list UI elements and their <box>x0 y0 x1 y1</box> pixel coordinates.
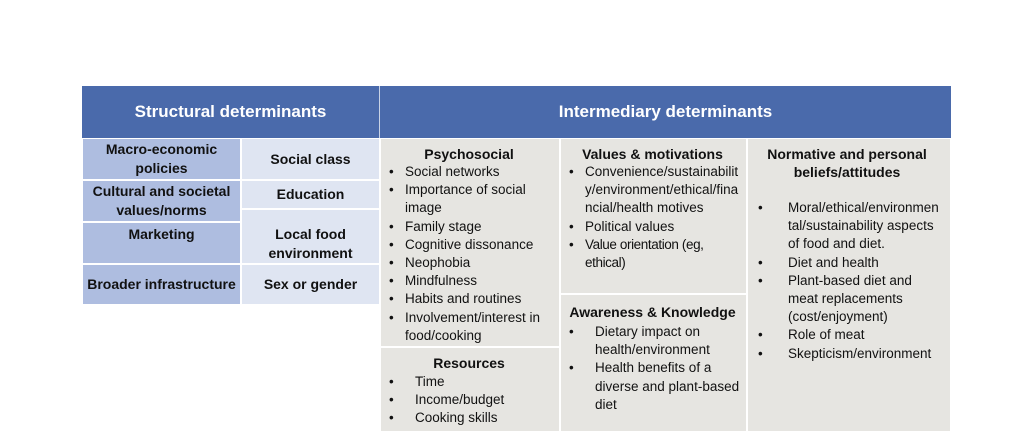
list-item: • Family stage <box>383 218 555 236</box>
list-item: • Cognitive dissonance <box>383 236 555 254</box>
structural-cell-education: Education <box>241 180 380 209</box>
structural-cell-local-food-environment: Local food environment <box>241 209 380 264</box>
awareness-knowledge-list <box>563 323 742 414</box>
list-item: • Dietary impact on health/environment <box>563 323 742 359</box>
structural-cell-macro-economic-policies: Macro-economic policies <box>82 138 241 180</box>
list-item: • Involvement/interest in food/cooking <box>383 309 555 345</box>
list-item: • Income/budget <box>383 391 555 409</box>
resources-title: Resources <box>433 355 505 371</box>
normative-beliefs-list <box>752 199 942 363</box>
list-item: • Value orientation (eg, ethical) <box>563 236 742 272</box>
structural-determinants-header: Structural determinants <box>82 86 380 138</box>
list-item: • Health benefits of a diverse and plant-based diet <box>563 359 742 414</box>
resources-list <box>383 373 555 428</box>
normative-beliefs-panel <box>747 138 951 432</box>
resources-panel <box>380 347 560 432</box>
list-item: • Moral/ethical/environmental/sustainability aspects of food and diet. <box>752 199 942 254</box>
list-item: • Social networks <box>383 163 555 181</box>
values-motivations-title: Values & motivations <box>582 146 723 162</box>
list-item: • Cooking skills <box>383 409 555 427</box>
list-item: • Skepticism/environment <box>752 345 942 363</box>
values-motivations-list <box>563 163 742 272</box>
list-item: • Diet and health <box>752 254 942 272</box>
list-item: • Neophobia <box>383 254 555 272</box>
awareness-knowledge-title: Awareness & Knowledge <box>569 304 736 320</box>
list-item: • Political values <box>563 218 742 236</box>
structural-cell-cultural-societal-values: Cultural and societal values/norms <box>82 180 241 222</box>
list-item: • Time <box>383 373 555 391</box>
psychosocial-title: Psychosocial <box>424 146 514 162</box>
list-item: • Role of meat <box>752 326 942 344</box>
structural-cell-marketing: Marketing <box>82 222 241 264</box>
list-item: • Importance of social image <box>383 181 555 217</box>
structural-cell-social-class: Social class <box>241 138 380 180</box>
awareness-knowledge-panel <box>560 294 747 432</box>
list-item: • Habits and routines <box>383 290 555 308</box>
psychosocial-list <box>383 163 555 345</box>
structural-cell-sex-or-gender: Sex or gender <box>241 264 380 305</box>
list-item: • Convenience/sustainability/environment/ethical/financial/health motives <box>563 163 742 218</box>
structural-cell-broader-infrastructure: Broader infrastructure <box>82 264 241 305</box>
list-item: • Mindfulness <box>383 272 555 290</box>
values-motivations-panel <box>560 138 747 294</box>
normative-beliefs-title: Normative and personal beliefs/attitudes <box>767 146 927 180</box>
list-item: • Plant-based diet and meat replacements (cost/enjoyment) <box>752 272 942 327</box>
psychosocial-panel <box>380 138 560 347</box>
intermediary-determinants-header: Intermediary determinants <box>380 86 951 138</box>
